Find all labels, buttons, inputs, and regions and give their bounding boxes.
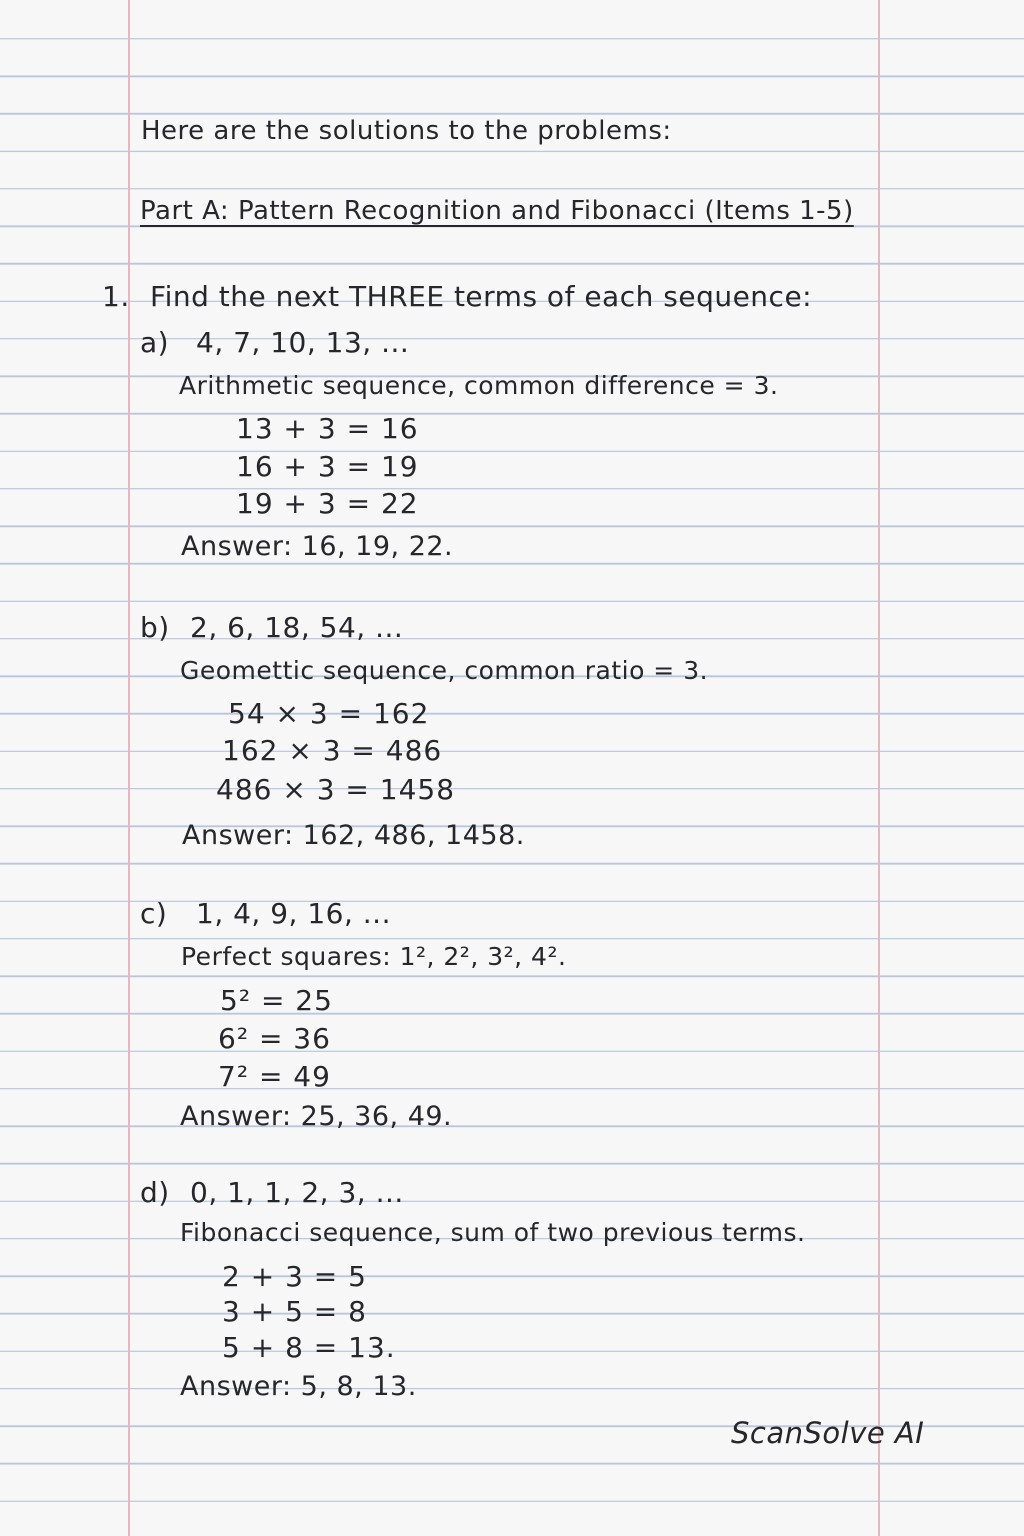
intro-text: Here are the solutions to the problems:: [141, 116, 672, 146]
calc-step: 2 + 3 = 5: [222, 1260, 367, 1293]
item-description: Geomettic sequence, common ratio = 3.: [180, 656, 709, 685]
calc-step: 6² = 36: [218, 1022, 331, 1055]
item-description: Fibonacci sequence, sum of two previous terms.: [180, 1218, 806, 1247]
left-margin-line: [128, 0, 130, 1536]
calc-step: 5 + 8 = 13.: [222, 1331, 396, 1364]
item-answer: Answer: 16, 19, 22.: [181, 531, 454, 562]
part-heading: Part A: Pattern Recognition and Fibonacci (Items 1-5): [140, 196, 854, 226]
item-sequence: 2, 6, 18, 54, ...: [190, 611, 404, 644]
item-label: a): [140, 326, 170, 359]
item-description: Arithmetic sequence, common difference = 3.: [179, 371, 779, 400]
calc-step: 13 + 3 = 16: [236, 412, 419, 445]
item-label: d): [140, 1176, 170, 1209]
item-answer: Answer: 162, 486, 1458.: [182, 820, 525, 851]
calc-step: 54 × 3 = 162: [228, 697, 430, 730]
question-number: 1.: [102, 280, 130, 313]
item-sequence: 1, 4, 9, 16, ...: [196, 897, 391, 930]
calc-step: 162 × 3 = 486: [222, 734, 443, 767]
calc-step: 7² = 49: [218, 1060, 331, 1093]
item-sequence: 4, 7, 10, 13, ...: [196, 326, 410, 359]
calc-step: 5² = 25: [220, 984, 333, 1017]
item-label: c): [140, 897, 168, 930]
item-sequence: 0, 1, 1, 2, 3, ...: [190, 1176, 404, 1209]
brand-signature: ScanSolve AI: [731, 1416, 925, 1450]
calc-step: 3 + 5 = 8: [222, 1295, 367, 1328]
item-description: Perfect squares: 1², 2², 3², 4².: [181, 942, 567, 971]
item-label: b): [140, 611, 170, 644]
calc-step: 486 × 3 = 1458: [216, 773, 456, 806]
calc-step: 16 + 3 = 19: [236, 450, 419, 483]
item-answer: Answer: 25, 36, 49.: [180, 1101, 453, 1132]
calc-step: 19 + 3 = 22: [236, 487, 419, 520]
item-answer: Answer: 5, 8, 13.: [180, 1371, 417, 1402]
question-text: Find the next THREE terms of each sequence:: [150, 280, 813, 313]
right-margin-line: [878, 0, 880, 1536]
